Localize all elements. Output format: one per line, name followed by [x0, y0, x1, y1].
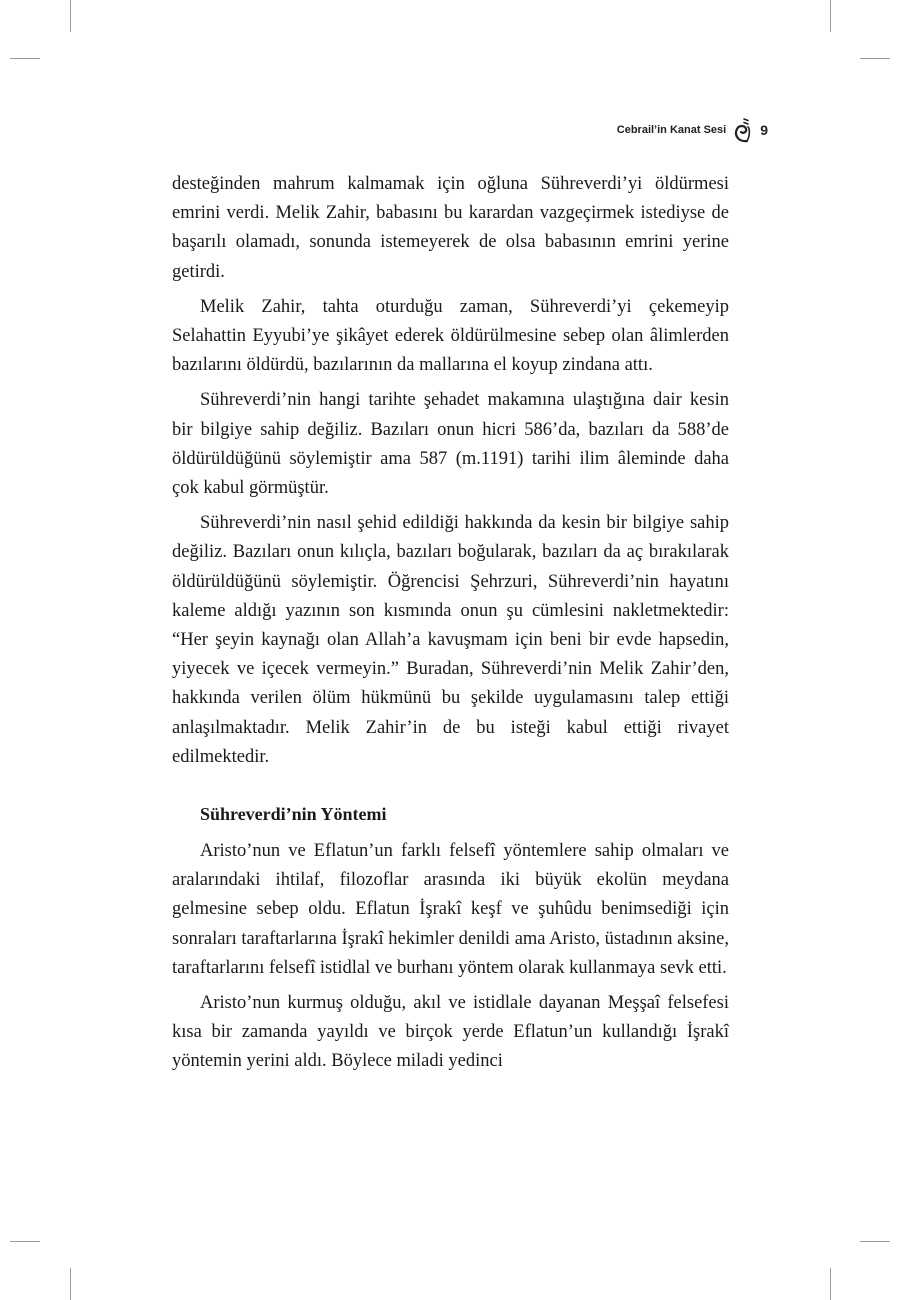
crop-mark [70, 0, 71, 32]
section-heading: Sühreverdi’nin Yöntemi [200, 804, 387, 825]
paragraph: Aristo’nun ve Eflatun’un farklı felsefî yöntemlere sahip olmaları ve aralarındaki ihtilaf, filozoflar arasında iki büyük ekolün meydana gelmesine sebep oldu. Eflatun İşrakî keşf ve şuhûdu benimsediği için sonraları taraftarlarına İşrakî hekimler denildi ama Aristo, üstadının aksine, taraftarlarını felsefî istidlal ve burhanı yöntem olarak kullanmaya sevk etti. [172, 841, 729, 978]
running-title: Cebrail’in Kanat Sesi [616, 124, 727, 136]
crop-mark [10, 1241, 40, 1242]
paragraph: Sühreverdi’nin hangi tarihte şehadet makamına ulaştığına dair kesin bir bilgiye sahip değiliz. Bazıları onun hicri 586’da, bazıları da 588’de öldürüldüğünü söylemiştir ama 587 (m.1191) tarihi ilim âleminde daha çok kabul görmüştür. [172, 390, 729, 499]
crop-mark [860, 1241, 890, 1242]
crop-mark [860, 58, 890, 59]
running-header [617, 116, 768, 144]
crop-mark [10, 58, 40, 59]
crop-mark [70, 1268, 71, 1300]
paragraph: desteğinden mahrum kalmamak için oğluna Sühreverdi’yi öldürmesi emrini verdi. Melik Zahir, babasını bu karardan vazgeçirmek istediyse de başarılı olamadı, sonunda istemeyerek de olsa babasının emrini yerine getirdi. [172, 174, 729, 282]
paragraph: Melik Zahir, tahta oturduğu zaman, Sühreverdi’yi çekemeyip Selahattin Eyyubi’ye şikâyet ederek öldürülmesine sebep olan âlimlerden bazılarını öldürdü, bazılarının da mallarına el koyup zindana attı. [172, 296, 729, 376]
calligraphic-ornament-icon [732, 116, 754, 144]
body-text [172, 170, 729, 1083]
paragraph: Sühreverdi’nin nasıl şehid edildiği hakkında da kesin bir bilgiye sahip değiliz. Bazıları onun kılıçla, bazıları boğularak, bazıları da aç bırakılarak öldürüldüğünü söylemiştir. Öğrencisi Şehrzuri, Sühreverdi’nin hayatını kaleme aldığı yazının son kısmında onun şu cümlesini nakletmektedir: “Her şeyin kaynağı olan Allah’a kavuşmam için beni bir evde hapsedin, yiyecek ve içecek vermeyin.” Buradan, Sühreverdi’nin Melik Zahir’den, hakkında verilen ölüm hükmünü bu şekilde uygulamasını talep ettiği anlaşılmaktadır. Melik Zahir’in de bu isteği kabul ettiği rivayet edilmektedir. [172, 513, 729, 767]
crop-mark [830, 0, 831, 32]
paragraph: Aristo’nun kurmuş olduğu, akıl ve istidlale dayanan Meşşaî felsefesi kısa bir zamanda yayıldı ve birçok yerde Eflatun’un kullandığı İşrakî yöntemin yerini aldı. Böylece miladi yedinci [172, 993, 729, 1072]
crop-mark [830, 1268, 831, 1300]
page-number: 9 [760, 122, 768, 138]
